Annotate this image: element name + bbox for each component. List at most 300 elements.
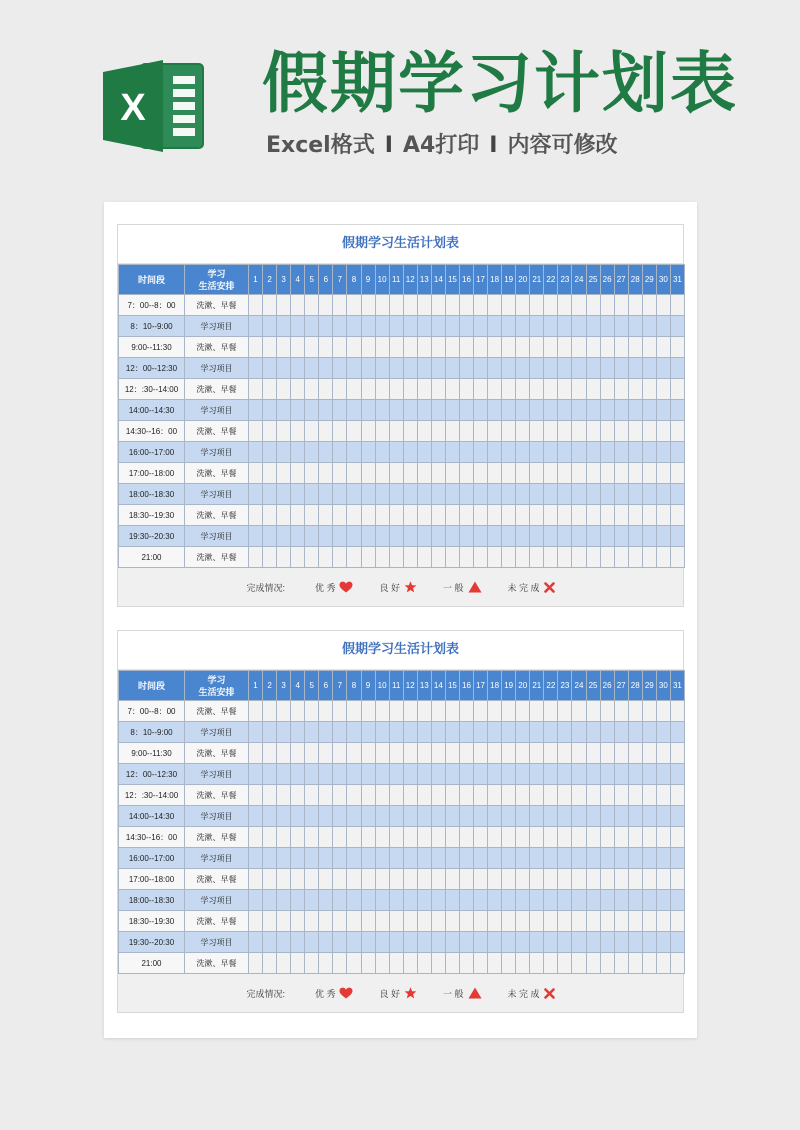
day-cell[interactable] [249, 526, 263, 547]
day-cell[interactable] [361, 295, 375, 316]
day-cell[interactable] [333, 722, 347, 743]
day-cell[interactable] [403, 911, 417, 932]
day-cell[interactable] [488, 764, 502, 785]
day-cell[interactable] [670, 442, 684, 463]
day-cell[interactable] [305, 953, 319, 974]
day-cell[interactable] [459, 932, 473, 953]
day-cell[interactable] [277, 400, 291, 421]
day-cell[interactable] [263, 701, 277, 722]
day-cell[interactable] [375, 442, 389, 463]
day-cell[interactable] [431, 316, 445, 337]
day-cell[interactable] [417, 953, 431, 974]
day-cell[interactable] [403, 743, 417, 764]
day-cell[interactable] [530, 743, 544, 764]
day-cell[interactable] [263, 316, 277, 337]
day-cell[interactable] [417, 484, 431, 505]
day-cell[interactable] [614, 505, 628, 526]
day-cell[interactable] [431, 526, 445, 547]
day-cell[interactable] [403, 526, 417, 547]
day-cell[interactable] [319, 869, 333, 890]
day-cell[interactable] [502, 890, 516, 911]
day-cell[interactable] [544, 848, 558, 869]
day-cell[interactable] [586, 932, 600, 953]
day-cell[interactable] [291, 764, 305, 785]
time-cell[interactable]: 19:30--20:30 [119, 932, 185, 953]
day-cell[interactable] [502, 806, 516, 827]
day-cell[interactable] [375, 932, 389, 953]
day-cell[interactable] [502, 358, 516, 379]
day-cell[interactable] [600, 911, 614, 932]
day-cell[interactable] [333, 806, 347, 827]
day-cell[interactable] [600, 526, 614, 547]
day-cell[interactable] [558, 806, 572, 827]
day-cell[interactable] [558, 358, 572, 379]
day-cell[interactable] [488, 806, 502, 827]
day-cell[interactable] [291, 337, 305, 358]
day-cell[interactable] [291, 442, 305, 463]
day-cell[interactable] [670, 400, 684, 421]
day-cell[interactable] [305, 827, 319, 848]
day-cell[interactable] [572, 526, 586, 547]
day-cell[interactable] [333, 785, 347, 806]
day-cell[interactable] [333, 295, 347, 316]
day-cell[interactable] [670, 463, 684, 484]
day-cell[interactable] [516, 484, 530, 505]
day-cell[interactable] [417, 505, 431, 526]
day-cell[interactable] [333, 869, 347, 890]
day-cell[interactable] [488, 911, 502, 932]
day-cell[interactable] [544, 764, 558, 785]
day-cell[interactable] [417, 316, 431, 337]
day-cell[interactable] [403, 722, 417, 743]
day-cell[interactable] [530, 442, 544, 463]
day-cell[interactable] [445, 869, 459, 890]
day-cell[interactable] [361, 358, 375, 379]
day-cell[interactable] [389, 316, 403, 337]
day-cell[interactable] [347, 337, 361, 358]
day-cell[interactable] [656, 463, 670, 484]
day-cell[interactable] [600, 421, 614, 442]
day-cell[interactable] [572, 505, 586, 526]
day-cell[interactable] [544, 400, 558, 421]
day-cell[interactable] [305, 743, 319, 764]
day-cell[interactable] [530, 722, 544, 743]
day-cell[interactable] [516, 547, 530, 568]
day-cell[interactable] [502, 442, 516, 463]
day-cell[interactable] [263, 743, 277, 764]
day-cell[interactable] [642, 484, 656, 505]
day-cell[interactable] [670, 526, 684, 547]
day-cell[interactable] [502, 932, 516, 953]
day-cell[interactable] [530, 463, 544, 484]
day-cell[interactable] [544, 295, 558, 316]
day-cell[interactable] [347, 379, 361, 400]
day-cell[interactable] [572, 295, 586, 316]
day-cell[interactable] [445, 764, 459, 785]
day-cell[interactable] [431, 379, 445, 400]
day-cell[interactable] [445, 400, 459, 421]
day-cell[interactable] [502, 400, 516, 421]
day-cell[interactable] [389, 848, 403, 869]
day-cell[interactable] [389, 911, 403, 932]
day-cell[interactable] [431, 421, 445, 442]
day-cell[interactable] [586, 358, 600, 379]
day-cell[interactable] [572, 932, 586, 953]
day-cell[interactable] [614, 848, 628, 869]
day-cell[interactable] [670, 505, 684, 526]
day-cell[interactable] [656, 701, 670, 722]
day-cell[interactable] [389, 827, 403, 848]
day-cell[interactable] [628, 358, 642, 379]
day-cell[interactable] [572, 722, 586, 743]
day-cell[interactable] [558, 911, 572, 932]
day-cell[interactable] [305, 295, 319, 316]
day-cell[interactable] [502, 505, 516, 526]
day-cell[interactable] [628, 722, 642, 743]
time-cell[interactable]: 14:30--16：00 [119, 827, 185, 848]
day-cell[interactable] [347, 505, 361, 526]
day-cell[interactable] [516, 442, 530, 463]
day-cell[interactable] [488, 442, 502, 463]
day-cell[interactable] [249, 722, 263, 743]
day-cell[interactable] [249, 442, 263, 463]
day-cell[interactable] [445, 953, 459, 974]
day-cell[interactable] [361, 463, 375, 484]
day-cell[interactable] [586, 869, 600, 890]
day-cell[interactable] [291, 911, 305, 932]
day-cell[interactable] [277, 463, 291, 484]
day-cell[interactable] [249, 358, 263, 379]
day-cell[interactable] [656, 764, 670, 785]
day-cell[interactable] [249, 806, 263, 827]
day-cell[interactable] [249, 869, 263, 890]
day-cell[interactable] [572, 701, 586, 722]
day-cell[interactable] [319, 785, 333, 806]
day-cell[interactable] [291, 526, 305, 547]
day-cell[interactable] [544, 316, 558, 337]
day-cell[interactable] [249, 911, 263, 932]
plan-cell[interactable]: 学习项目 [185, 722, 249, 743]
day-cell[interactable] [530, 547, 544, 568]
day-cell[interactable] [319, 848, 333, 869]
day-cell[interactable] [628, 743, 642, 764]
day-cell[interactable] [417, 869, 431, 890]
time-cell[interactable]: 14:30--16：00 [119, 421, 185, 442]
day-cell[interactable] [431, 442, 445, 463]
day-cell[interactable] [474, 701, 488, 722]
day-cell[interactable] [459, 911, 473, 932]
day-cell[interactable] [530, 316, 544, 337]
day-cell[interactable] [558, 463, 572, 484]
day-cell[interactable] [474, 505, 488, 526]
day-cell[interactable] [277, 526, 291, 547]
day-cell[interactable] [516, 785, 530, 806]
day-cell[interactable] [291, 827, 305, 848]
day-cell[interactable] [488, 505, 502, 526]
day-cell[interactable] [291, 848, 305, 869]
day-cell[interactable] [431, 463, 445, 484]
day-cell[interactable] [431, 764, 445, 785]
day-cell[interactable] [347, 743, 361, 764]
day-cell[interactable] [403, 764, 417, 785]
day-cell[interactable] [249, 337, 263, 358]
day-cell[interactable] [600, 785, 614, 806]
day-cell[interactable] [572, 953, 586, 974]
day-cell[interactable] [586, 547, 600, 568]
day-cell[interactable] [614, 463, 628, 484]
day-cell[interactable] [277, 827, 291, 848]
day-cell[interactable] [361, 484, 375, 505]
day-cell[interactable] [502, 701, 516, 722]
day-cell[interactable] [445, 295, 459, 316]
day-cell[interactable] [502, 547, 516, 568]
plan-cell[interactable]: 学习项目 [185, 932, 249, 953]
day-cell[interactable] [291, 484, 305, 505]
day-cell[interactable] [319, 953, 333, 974]
day-cell[interactable] [488, 400, 502, 421]
day-cell[interactable] [628, 932, 642, 953]
day-cell[interactable] [614, 827, 628, 848]
plan-cell[interactable]: 洗漱、早餐 [185, 463, 249, 484]
day-cell[interactable] [305, 890, 319, 911]
day-cell[interactable] [474, 484, 488, 505]
day-cell[interactable] [291, 295, 305, 316]
day-cell[interactable] [628, 295, 642, 316]
time-cell[interactable]: 17:00--18:00 [119, 869, 185, 890]
day-cell[interactable] [572, 827, 586, 848]
day-cell[interactable] [670, 484, 684, 505]
day-cell[interactable] [347, 911, 361, 932]
day-cell[interactable] [586, 337, 600, 358]
day-cell[interactable] [544, 421, 558, 442]
day-cell[interactable] [347, 526, 361, 547]
day-cell[interactable] [347, 785, 361, 806]
day-cell[interactable] [516, 806, 530, 827]
day-cell[interactable] [417, 421, 431, 442]
day-cell[interactable] [670, 806, 684, 827]
day-cell[interactable] [530, 400, 544, 421]
day-cell[interactable] [516, 505, 530, 526]
day-cell[interactable] [572, 743, 586, 764]
day-cell[interactable] [291, 379, 305, 400]
day-cell[interactable] [628, 442, 642, 463]
day-cell[interactable] [347, 764, 361, 785]
day-cell[interactable] [488, 743, 502, 764]
day-cell[interactable] [263, 421, 277, 442]
day-cell[interactable] [459, 379, 473, 400]
day-cell[interactable] [431, 890, 445, 911]
day-cell[interactable] [502, 295, 516, 316]
plan-cell[interactable]: 学习项目 [185, 358, 249, 379]
day-cell[interactable] [572, 400, 586, 421]
day-cell[interactable] [628, 379, 642, 400]
day-cell[interactable] [474, 848, 488, 869]
day-cell[interactable] [558, 547, 572, 568]
day-cell[interactable] [319, 421, 333, 442]
day-cell[interactable] [572, 869, 586, 890]
day-cell[interactable] [319, 295, 333, 316]
day-cell[interactable] [403, 316, 417, 337]
day-cell[interactable] [558, 890, 572, 911]
plan-cell[interactable]: 洗漱、早餐 [185, 337, 249, 358]
day-cell[interactable] [642, 911, 656, 932]
day-cell[interactable] [361, 848, 375, 869]
day-cell[interactable] [474, 890, 488, 911]
day-cell[interactable] [431, 806, 445, 827]
day-cell[interactable] [417, 764, 431, 785]
day-cell[interactable] [333, 505, 347, 526]
day-cell[interactable] [375, 722, 389, 743]
day-cell[interactable] [558, 295, 572, 316]
day-cell[interactable] [516, 379, 530, 400]
day-cell[interactable] [530, 764, 544, 785]
day-cell[interactable] [516, 764, 530, 785]
day-cell[interactable] [277, 379, 291, 400]
day-cell[interactable] [291, 547, 305, 568]
day-cell[interactable] [333, 827, 347, 848]
day-cell[interactable] [459, 463, 473, 484]
day-cell[interactable] [361, 337, 375, 358]
day-cell[interactable] [628, 316, 642, 337]
day-cell[interactable] [305, 526, 319, 547]
day-cell[interactable] [263, 505, 277, 526]
day-cell[interactable] [375, 400, 389, 421]
day-cell[interactable] [417, 722, 431, 743]
day-cell[interactable] [656, 400, 670, 421]
day-cell[interactable] [474, 358, 488, 379]
day-cell[interactable] [333, 463, 347, 484]
day-cell[interactable] [361, 505, 375, 526]
day-cell[interactable] [319, 526, 333, 547]
day-cell[interactable] [628, 421, 642, 442]
day-cell[interactable] [431, 295, 445, 316]
day-cell[interactable] [670, 358, 684, 379]
day-cell[interactable] [656, 442, 670, 463]
day-cell[interactable] [558, 400, 572, 421]
day-cell[interactable] [291, 722, 305, 743]
day-cell[interactable] [347, 442, 361, 463]
day-cell[interactable] [347, 547, 361, 568]
day-cell[interactable] [347, 848, 361, 869]
day-cell[interactable] [656, 722, 670, 743]
day-cell[interactable] [572, 463, 586, 484]
day-cell[interactable] [474, 827, 488, 848]
day-cell[interactable] [445, 932, 459, 953]
day-cell[interactable] [614, 806, 628, 827]
day-cell[interactable] [445, 890, 459, 911]
day-cell[interactable] [445, 463, 459, 484]
day-cell[interactable] [656, 379, 670, 400]
day-cell[interactable] [459, 722, 473, 743]
day-cell[interactable] [375, 526, 389, 547]
day-cell[interactable] [628, 764, 642, 785]
day-cell[interactable] [277, 911, 291, 932]
day-cell[interactable] [319, 890, 333, 911]
day-cell[interactable] [488, 547, 502, 568]
day-cell[interactable] [558, 421, 572, 442]
day-cell[interactable] [277, 484, 291, 505]
day-cell[interactable] [277, 337, 291, 358]
day-cell[interactable] [488, 484, 502, 505]
day-cell[interactable] [656, 526, 670, 547]
day-cell[interactable] [361, 890, 375, 911]
day-cell[interactable] [375, 463, 389, 484]
day-cell[interactable] [305, 764, 319, 785]
day-cell[interactable] [459, 764, 473, 785]
day-cell[interactable] [305, 484, 319, 505]
day-cell[interactable] [670, 890, 684, 911]
day-cell[interactable] [459, 505, 473, 526]
day-cell[interactable] [389, 785, 403, 806]
day-cell[interactable] [642, 526, 656, 547]
day-cell[interactable] [375, 785, 389, 806]
day-cell[interactable] [502, 337, 516, 358]
day-cell[interactable] [544, 890, 558, 911]
day-cell[interactable] [361, 722, 375, 743]
day-cell[interactable] [263, 358, 277, 379]
day-cell[interactable] [586, 463, 600, 484]
day-cell[interactable] [642, 722, 656, 743]
day-cell[interactable] [516, 316, 530, 337]
day-cell[interactable] [614, 484, 628, 505]
day-cell[interactable] [305, 421, 319, 442]
day-cell[interactable] [277, 932, 291, 953]
day-cell[interactable] [277, 890, 291, 911]
day-cell[interactable] [333, 743, 347, 764]
day-cell[interactable] [544, 869, 558, 890]
day-cell[interactable] [656, 911, 670, 932]
day-cell[interactable] [263, 526, 277, 547]
day-cell[interactable] [333, 442, 347, 463]
day-cell[interactable] [586, 848, 600, 869]
day-cell[interactable] [431, 358, 445, 379]
day-cell[interactable] [389, 743, 403, 764]
day-cell[interactable] [586, 806, 600, 827]
plan-cell[interactable]: 洗漱、早餐 [185, 869, 249, 890]
day-cell[interactable] [403, 400, 417, 421]
day-cell[interactable] [459, 421, 473, 442]
day-cell[interactable] [417, 463, 431, 484]
day-cell[interactable] [305, 869, 319, 890]
day-cell[interactable] [586, 764, 600, 785]
day-cell[interactable] [558, 932, 572, 953]
day-cell[interactable] [459, 890, 473, 911]
day-cell[interactable] [361, 701, 375, 722]
plan-cell[interactable]: 学习项目 [185, 484, 249, 505]
day-cell[interactable] [502, 463, 516, 484]
day-cell[interactable] [586, 785, 600, 806]
day-cell[interactable] [459, 484, 473, 505]
day-cell[interactable] [614, 379, 628, 400]
day-cell[interactable] [642, 785, 656, 806]
day-cell[interactable] [614, 911, 628, 932]
day-cell[interactable] [558, 379, 572, 400]
day-cell[interactable] [558, 316, 572, 337]
day-cell[interactable] [558, 743, 572, 764]
day-cell[interactable] [459, 848, 473, 869]
day-cell[interactable] [249, 848, 263, 869]
plan-cell[interactable]: 学习项目 [185, 764, 249, 785]
day-cell[interactable] [670, 785, 684, 806]
day-cell[interactable] [642, 701, 656, 722]
day-cell[interactable] [375, 953, 389, 974]
time-cell[interactable]: 16:00--17:00 [119, 442, 185, 463]
day-cell[interactable] [319, 547, 333, 568]
day-cell[interactable] [305, 932, 319, 953]
day-cell[interactable] [403, 295, 417, 316]
day-cell[interactable] [600, 953, 614, 974]
day-cell[interactable] [445, 358, 459, 379]
